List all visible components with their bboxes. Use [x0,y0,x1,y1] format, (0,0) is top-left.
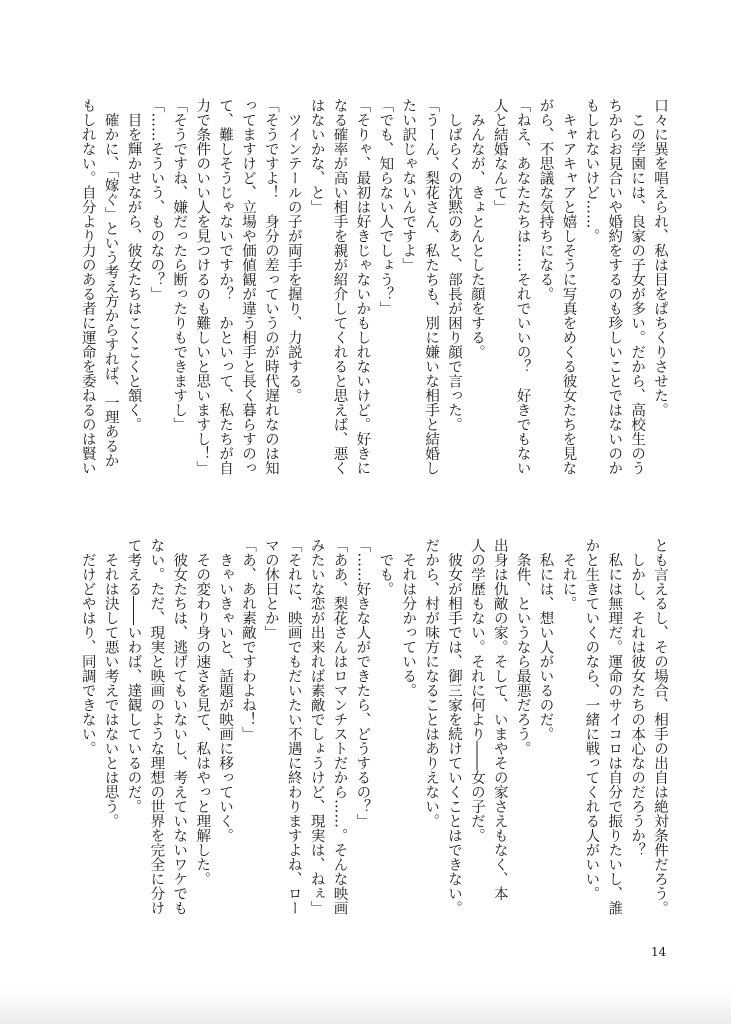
text-line: 出身は仇敵の家。そして、いまやその家さえもなく、本 [491,538,508,901]
text-line: みんなが、きょとんとした顔をする。 [468,98,485,359]
text-line: かと生きていくのなら、一緒に戦ってくれる人がいい。 [583,538,600,901]
text-line: て、難しそうじゃないですか？ かといって、私たちが自 [217,98,234,475]
text-line: 「そうですね、嫌だったら断ったりもできますし」 [171,98,188,432]
text-line: ちからお見合いや婚約をするのも珍しいことではないのか [606,98,623,475]
text-block-bottom [76,538,671,938]
text-line: マの休日とか」 [262,538,279,640]
text-line: それは分かっている。 [400,538,417,698]
text-line: たい訳じゃないんですよ」 [400,98,417,272]
text-line: この学園には、良家の子女が多い。だから、高校生のう [629,98,646,475]
text-line: 確かに、「嫁ぐ」という考え方からすれば、一理あるか [102,98,119,468]
text-block-top [76,98,671,498]
text-line: もしれない。自分より力のある者に運命を委ねるのは賢い [79,98,96,475]
text-line: とも言えるし、その場合、相手の出自は絶対条件だろう。 [652,538,668,915]
text-line: ない。ただ、現実と映画のような理想の世界を完全に分け [148,538,165,915]
text-line: はないかな、と」 [308,98,325,214]
text-line: 条件、というなら最悪だろう。 [514,538,531,756]
text-line: ってますけど、立場や価値観が違う相手と長く暮らすのっ [239,98,256,475]
text-line: 「……そういう、ものなの？」 [148,98,165,301]
text-line: きゃいきゃいと、話題が映画に移っていく。 [217,538,234,843]
text-line: ツインテールの子が両手を握り、力説する。 [285,98,302,403]
text-line: 私には、想い人がいるのだ。 [537,538,554,741]
text-line: 人の学歴もない。それに何より――女の子だ。 [468,538,485,843]
text-line: それは決して悪い考えではないとは思う。 [102,538,119,828]
text-line: キャアキャアと嬉しそうに写真をめくる彼女たちを見な [560,98,577,475]
text-line: だから、村が味方になることはありえない。 [423,538,440,828]
text-line: なる確率が高い相手を親が紹介してくれると思えば、悪く [331,98,348,475]
text-line: それに。 [560,538,577,611]
text-line: しばらくの沈黙のあと、部長が困り顔で言った。 [445,98,462,432]
text-line: 彼女たちは、逃げてもいないし、考えていないワケでも [171,538,188,915]
text-line: でも。 [377,538,394,596]
page-number: 14 [651,945,667,959]
text-line: 「ねえ、あなたたちは……それでいいの？ 好きでもない [514,98,531,475]
text-line: て考える――いわば、達観しているのだ。 [125,538,142,814]
text-line: だけどやはり、同調できない。 [79,538,96,756]
text-line: 人と結婚なんて」 [491,98,508,214]
text-line: 「そうですよ！ 身分の差っていうのが時代遅れなのは知 [262,98,279,475]
text-line: がら、不思議な気持ちになる。 [537,98,554,301]
text-line: 力で条件のいい人を見つけるのも難しいと思いますし！」 [194,98,211,475]
text-line: 彼女が相手では、御三家を続けていくことはできない。 [445,538,462,915]
text-line: 「それに、映画でもだいたい不遇に終わりますよね、ロー [285,538,302,915]
text-line: しかし、それは彼女たちの本心なのだろうか？ [629,538,646,857]
text-line: 「あ、あれ素敵ですわよね！」 [239,538,256,741]
text-line: その変わり身の速さを見て、私はやっと理解した。 [194,538,211,886]
text-line: 私には無理だ。運命のサイコロは自分で振りたいし、誰 [606,538,623,915]
text-line: 「うーん、梨花さん、私たちも、別に嫌いな相手と結婚し [423,98,440,475]
text-line: 「……好きな人ができたら、どうするの？」 [354,538,371,828]
text-line: みたいな恋が出来れば素敵でしょうけど、現実は、ねぇ」 [308,538,325,915]
text-line: 口々に異を唱えられ、私は目をぱちくりさせた。 [652,98,668,417]
text-line: 「でも、知らない人でしょう？」 [377,98,394,316]
text-line: 「そりゃ、最初は好きじゃないかもしれないけど。好きに [354,98,371,475]
text-line: もしれないけど……。 [583,98,600,243]
text-line: 「ああ、梨花さんはロマンチストだから……。そんな映画 [331,538,348,915]
page-bottom-edge [0,990,731,1024]
text-line: 目を輝かせながら、彼女たちはこくこくと頷く。 [125,98,142,432]
